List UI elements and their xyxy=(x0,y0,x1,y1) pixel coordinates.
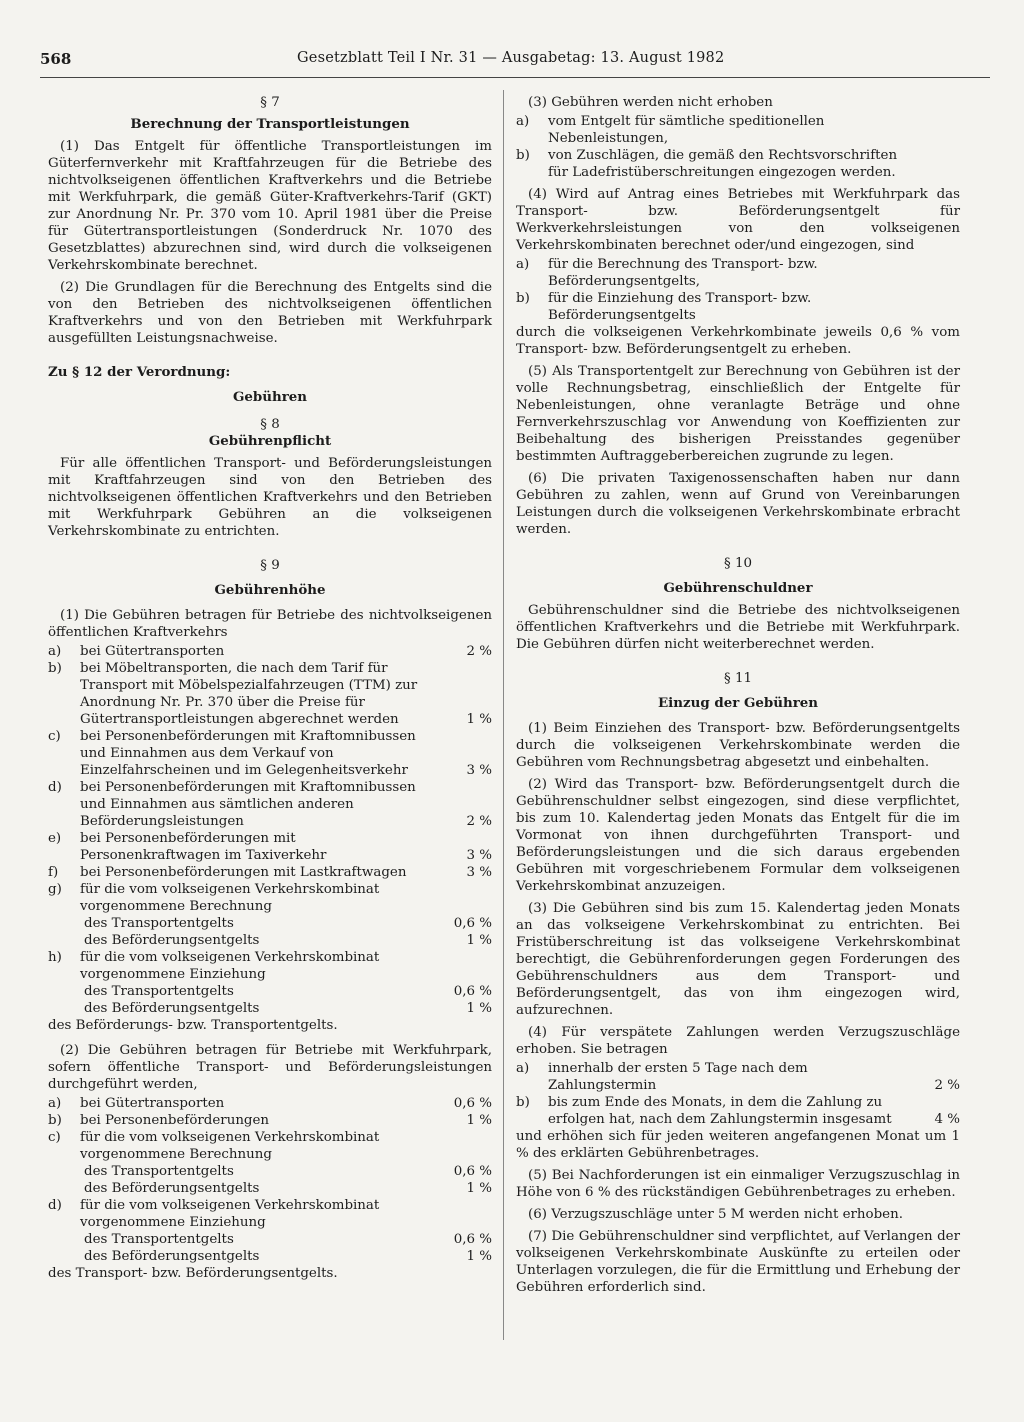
list-item: f) bei Personenbeförderungen mit Lastkraftwagen 3 % xyxy=(48,865,492,880)
paragraph: Gebührenschuldner sind die Betriebe des nichtvolkseigenen öffentlichen Kraftverkehrs und die Betriebe mit Werkfuhrpark. Die Gebühren dürfen nicht weiterberechnet werden. xyxy=(516,603,960,652)
paragraph: (1) Die Gebühren betragen für Betriebe des nichtvolkseigenen öffentlichen Kraftverkehrs xyxy=(48,608,492,640)
paragraph: (3) Die Gebühren sind bis zum 15. Kalendertag jeden Monats an das volkseigene Verkehrskombinat zu entrichten. Bei Fristüberschreitung ist das volkseigene Verkehrskombinat berechtigt, die Gebührenforderungen gegen Forderungen des Gebührenschuldners aus dem Transport- und Beförderungsentgelt, das von ihm eingezogen wird, aufzurechnen. xyxy=(516,901,960,1018)
sub-item: des Beförderungsentgelts 1 % xyxy=(84,933,492,948)
paragraph: des Beförderungs- bzw. Transportentgelts. xyxy=(48,1018,338,1033)
paragraph: durch die volkseigenen Verkehrkombinate jeweils 0,6 % vom Transport- bzw. Beförderungsentgelt zu erheben. xyxy=(516,325,960,357)
column-divider xyxy=(503,90,504,1340)
paragraph: (5) Bei Nachforderungen ist ein einmaliger Verzugszuschlag in Höhe von 6 % des rückständigen Gebührenbetrages zu erheben. xyxy=(516,1168,960,1200)
list-item: c) für die vom volkseigenen Verkehrskombinat vorgenommene Berechnung xyxy=(48,1130,380,1162)
list-item: c) bei Personenbeförderungen mit Kraftomnibussen und Einnahmen aus dem Verkauf von Einzelfahrscheinen und im Gelegenheitsverkehr 3 % xyxy=(48,729,492,778)
sub-item: des Beförderungsentgelts 1 % xyxy=(84,1249,492,1264)
paragraph: (7) Die Gebührenschuldner sind verpflichtet, auf Verlangen der volkseigenen Verkehrskombinate Auskünfte zu erteilen oder Unterlagen vorzulegen, die für die Ermittlung und Erhebung der Gebühren erforderlich sind. xyxy=(516,1229,960,1295)
list-item: b) von Zuschlägen, die gemäß den Rechtsvorschriften für Ladefristüberschreitungen eingezogen werden. xyxy=(516,148,898,180)
list-item: g) für die vom volkseigenen Verkehrskombinat vorgenommene Berechnung xyxy=(48,882,380,914)
section-heading: § 9 xyxy=(260,558,280,573)
list-item: b) für die Einziehung des Transport- bzw. Beförderungsentgelts xyxy=(516,291,812,323)
section-title: Berechnung der Transportleistungen xyxy=(130,116,410,132)
list-item: a) innerhalb der ersten 5 Tage nach dem Zahlungstermin 2 % xyxy=(516,1061,960,1093)
header-rule xyxy=(40,77,990,78)
list-item: d) für die vom volkseigenen Verkehrskombinat vorgenommene Einziehung xyxy=(48,1198,380,1230)
paragraph: (5) Als Transportentgelt zur Berechnung von Gebühren ist der volle Rechnungsbetrag, einschließlich der Entgelte für Nebenleistungen, ohne veranlagte Beträge und ohne Fernverkehrszuschlag vor Anwendung von Koeffizienten zur Beibehaltung des bisherigen Preisstandes gegenüber bestimmten Auftraggeberbereichen zugrunde zu legen. xyxy=(516,364,960,464)
sub-item: des Transportentgelts 0,6 % xyxy=(84,1232,492,1247)
page-header xyxy=(40,50,990,74)
sub-item: des Beförderungsentgelts 1 % xyxy=(84,1181,492,1196)
list-item: d) bei Personenbeförderungen mit Kraftomnibussen und Einnahmen aus sämtlichen anderen Beförderungsleistungen 2 % xyxy=(48,780,492,829)
page-number: 568 xyxy=(40,50,72,68)
left-column xyxy=(48,94,492,1287)
list-item: b) bei Personenbeförderungen 1 % xyxy=(48,1113,492,1128)
paragraph: (4) Wird auf Antrag eines Betriebes mit Werkfuhrpark das Transport- bzw. Beförderungsentgelt für Werkverkehrsleistungen von den volkseigenen Verkehrskombinaten berechnet oder/und eingezogen, sind xyxy=(516,187,960,253)
list-item: a) bei Gütertransporten 0,6 % xyxy=(48,1096,492,1111)
list-item: h) für die vom volkseigenen Verkehrskombinat vorgenommene Einziehung xyxy=(48,950,380,982)
section-title: Gebührenpflicht xyxy=(208,433,332,449)
paragraph: Für alle öffentlichen Transport- und Beförderungsleistungen mit Kraftfahrzeugen sind von den Betrieben des nichtvolkseigenen öffentlichen Kraftverkehrs und den Betrieben mit Werkfuhrpark Gebühren an die volkseigenen Verkehrskombinate zu entrichten. xyxy=(48,456,492,539)
sub-item: des Beförderungsentgelts 1 % xyxy=(84,1001,492,1016)
section-heading: § 7 xyxy=(260,95,280,110)
section-heading: § 11 xyxy=(724,671,752,686)
paragraph: (2) Die Grundlagen für die Berechnung des Entgelts sind die von den Betrieben des nichtvolkseigenen öffentlichen Kraftverkehrs und von den Betrieben mit Werkfuhrpark ausgefüllten Leistungsnachweise. xyxy=(48,280,492,346)
sub-item: des Transportentgelts 0,6 % xyxy=(84,984,492,999)
section-heading: § 10 xyxy=(724,556,752,571)
section-title: Gebührenschuldner xyxy=(663,580,813,596)
paragraph: (6) Die privaten Taxigenossenschaften haben nur dann Gebühren zu zahlen, wenn auf Grund von Vereinbarungen Leistungen durch die volkseigenen Verkehrskombinate erbracht werden. xyxy=(516,471,960,537)
right-column xyxy=(516,94,960,1301)
paragraph: und erhöhen sich für jeden weiteren angefangenen Monat um 1 % des erklärten Gebührenbetrages. xyxy=(516,1129,960,1161)
list-item: a) für die Berechnung des Transport- bzw. Beförderungsentgelts, xyxy=(516,257,818,289)
paragraph: (1) Beim Einziehen des Transport- bzw. Beförderungsentgelts durch die volkseigenen Verkehrskombinate werden die Gebühren vom Rechnungsbetrag abgesetzt und einbehalten. xyxy=(516,721,960,770)
section-title: Einzug der Gebühren xyxy=(657,695,819,711)
paragraph: (2) Die Gebühren betragen für Betriebe mit Werkfuhrpark, sofern öffentliche Transport- und Beförderungsleistungen durchgeführt werden, xyxy=(48,1043,492,1092)
list-item: a) bei Gütertransporten 2 % xyxy=(48,644,492,659)
sub-item: des Transportentgelts 0,6 % xyxy=(84,916,492,931)
paragraph: (4) Für verspätete Zahlungen werden Verzugszuschläge erhoben. Sie betragen xyxy=(516,1025,960,1057)
running-title: Gesetzblatt Teil I Nr. 31 — Ausgabetag: 13. August 1982 xyxy=(297,50,725,66)
paragraph: (1) Das Entgelt für öffentliche Transportleistungen im Güterfernverkehr mit Kraftfahrzeugen für die Betriebe des nichtvolkseigenen öffentlichen Kraftverkehrs und die Betriebe mit Werkfuhrpark, die gemäß Güter-Kraftverkehrs-Tarif (GKT) zur Anordnung Nr. Pr. 370 vom 10. April 1981 über die Preise für Gütertransportleistungen (Sonderdruck Nr. 1070 des Gesetzblattes) abzurechnen sind, wird durch die volkseigenen Verkehrskombinate berechnet. xyxy=(48,139,492,273)
list-item: b) bei Möbeltransporten, die nach dem Tarif für Transport mit Möbelspezialfahrzeugen (TTM) zur Anordnung Nr. Pr. 370 über die Preise für Gütertransportleistungen abgerechnet werden 1 % xyxy=(48,661,492,727)
list-item: b) bis zum Ende des Monats, in dem die Zahlung zu erfolgen hat, nach dem Zahlungstermin insgesamt 4 % xyxy=(516,1095,960,1127)
sub-item: des Transportentgelts 0,6 % xyxy=(84,1164,492,1179)
subsection-label: Zu § 12 der Verordnung: xyxy=(48,364,231,380)
part-title: Gebühren xyxy=(232,389,308,405)
paragraph: (2) Wird das Transport- bzw. Beförderungsentgelt durch die Gebührenschuldner selbst eingezogen, sind diese verpflichtet, bis zum 10. Kalendertag jeden Monats das Entgelt für die im Vormonat von ihnen durchgeführten Transport- und Beförderungsleistungen und die sich daraus ergebenden Gebühren mit vorgeschriebenem Formular dem volkseigenen Verkehrskombinat anzuzeigen. xyxy=(516,777,960,894)
list-item: e) bei Personenbeförderungen mit Personenkraftwagen im Taxiverkehr 3 % xyxy=(48,831,492,863)
paragraph: (6) Verzugszuschläge unter 5 M werden nicht erhoben. xyxy=(528,1207,903,1222)
section-title: Gebührenhöhe xyxy=(214,582,326,598)
section-heading: § 8 xyxy=(260,417,280,432)
paragraph: des Transport- bzw. Beförderungsentgelts. xyxy=(48,1266,338,1281)
paragraph: (3) Gebühren werden nicht erhoben xyxy=(528,95,773,110)
list-item: a) vom Entgelt für sämtliche speditionellen Nebenleistungen, xyxy=(516,114,825,146)
